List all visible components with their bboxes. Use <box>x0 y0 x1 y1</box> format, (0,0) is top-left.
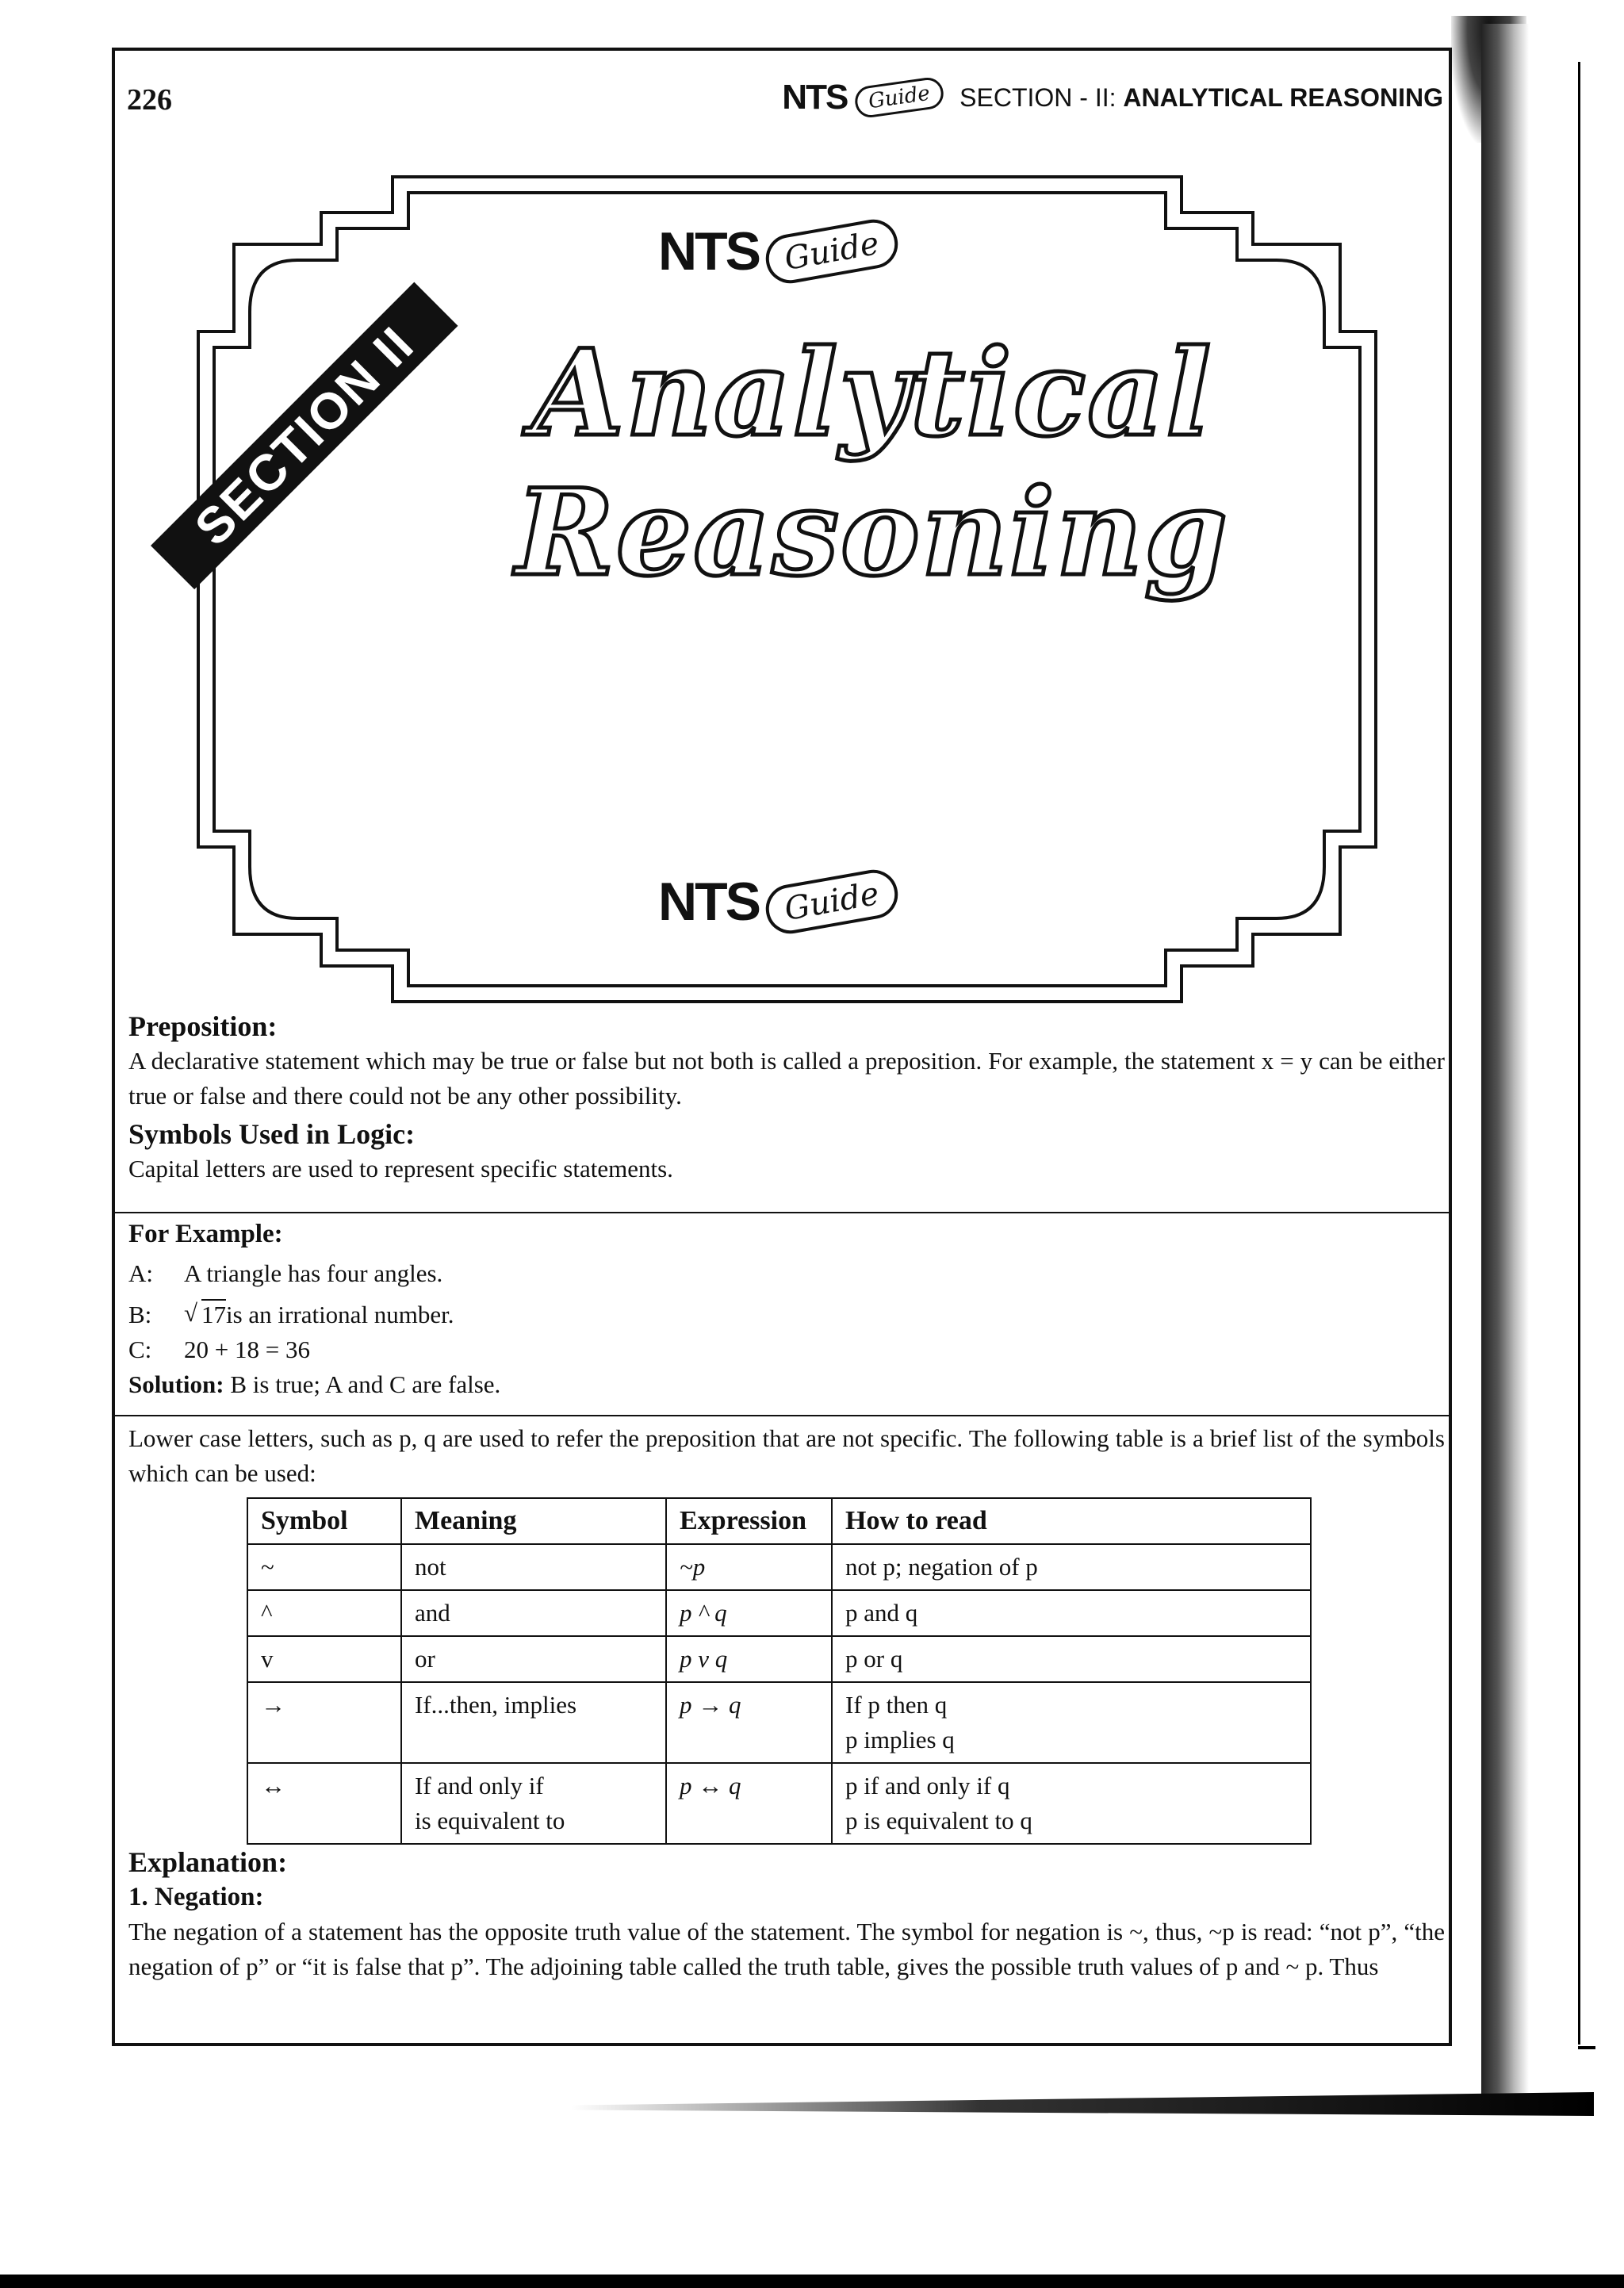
scan-right-edge-tick <box>1578 2046 1595 2049</box>
meaning-cell <box>401 1590 666 1636</box>
expression-cell: p → q <box>666 1682 832 1763</box>
scan-bottom-bar <box>0 2275 1624 2288</box>
meaning-line: not <box>415 1553 446 1581</box>
table-header: How to read <box>832 1498 1311 1544</box>
read-line: p is equivalent to q <box>845 1807 1032 1834</box>
cover-title: Analytical Reasoning <box>515 324 1229 603</box>
section-cover <box>127 173 1443 1006</box>
symbols-heading: Symbols Used in Logic: <box>128 1118 416 1150</box>
read-cell <box>832 1682 1311 1763</box>
table-header: Symbol <box>247 1498 401 1544</box>
scan-right-edge-line <box>1578 62 1580 2045</box>
cover-logo-bottom-guide: Guide <box>762 866 902 937</box>
scan-spine-shadow <box>1481 24 1529 2102</box>
symbol-cell: ~ <box>247 1544 401 1590</box>
meaning-line: If and only if <box>415 1772 544 1799</box>
cover-logo-top-guide: Guide <box>762 216 902 287</box>
symbols-body: Capital letters are used to represent specific statements. <box>128 1155 673 1182</box>
meaning-line: is equivalent to <box>415 1807 565 1834</box>
preposition-body: A declarative statement which may be true or false but not both is called a preposition. For example, the statement x = y can be either true or false and there could not be any other possibility. <box>128 1047 1445 1110</box>
page-header <box>127 78 1443 133</box>
header-logo-guide: Guide <box>853 75 945 119</box>
read-cell <box>832 1590 1311 1636</box>
table-header-row <box>247 1498 1311 1544</box>
read-line: If p then q <box>845 1691 948 1719</box>
table-row <box>247 1636 1311 1682</box>
preposition-section <box>128 1009 1445 1186</box>
cover-logo-top <box>658 220 898 282</box>
preposition-heading: Preposition: <box>128 1010 278 1042</box>
meaning-cell <box>401 1682 666 1763</box>
table-row <box>247 1763 1311 1844</box>
expression-cell: ~p <box>666 1544 832 1590</box>
read-line: p implies q <box>845 1726 955 1753</box>
example-key: A: <box>128 1259 153 1287</box>
cover-logo-bottom <box>658 871 898 933</box>
cover-logo-top-nts: NTS <box>658 221 759 282</box>
read-cell <box>832 1544 1311 1590</box>
example-key: B: <box>128 1301 152 1328</box>
read-cell <box>832 1636 1311 1682</box>
meaning-line: and <box>415 1599 450 1627</box>
example-item-a <box>128 1256 1445 1291</box>
radicand: 17 <box>201 1301 226 1328</box>
meaning-cell <box>401 1763 666 1844</box>
example-text: is an irrational number. <box>226 1301 454 1328</box>
header-section-prefix: SECTION - II: <box>959 82 1116 112</box>
square-root <box>184 1297 226 1332</box>
solution-label: Solution: <box>128 1370 224 1398</box>
example-text: 20 + 18 = 36 <box>184 1336 310 1363</box>
example-item-b <box>128 1297 1445 1332</box>
negation-body: The negation of a statement has the opposite truth value of the statement. The symbol for negation is ~, thus, ~p is read: “not p”, “the negation of p” or “it is false that p”. The adjoining table called the truth table, gives the possible truth values of p and ~ p. Thus <box>128 1918 1445 1980</box>
example-heading: For Example: <box>128 1220 283 1248</box>
table-header: Meaning <box>401 1498 666 1544</box>
divider-1 <box>112 1212 1452 1213</box>
page-number: 226 <box>127 83 172 117</box>
explanation-heading: Explanation: <box>128 1846 288 1878</box>
meaning-line: or <box>415 1645 435 1673</box>
table-row <box>247 1590 1311 1636</box>
header-section-title: ANALYTICAL REASONING <box>1123 82 1443 112</box>
meaning-line: If...then, implies <box>415 1691 577 1719</box>
read-line: not p; negation of p <box>845 1553 1038 1581</box>
header-logo-nts: NTS <box>782 78 848 117</box>
cover-logo-bottom-nts: NTS <box>658 872 759 932</box>
explanation-section <box>128 1845 1445 1984</box>
meaning-cell <box>401 1544 666 1590</box>
divider-2 <box>112 1415 1452 1416</box>
symbol-cell: ^ <box>247 1590 401 1636</box>
symbol-cell: → <box>247 1682 401 1763</box>
read-line: p if and only if q <box>845 1772 1010 1799</box>
scan-bottom-shadow <box>571 2092 1594 2116</box>
solution-line <box>128 1367 1445 1402</box>
table-row <box>247 1682 1311 1763</box>
expression-cell: p ↔ q <box>666 1763 832 1844</box>
example-text: A triangle has four angles. <box>184 1259 443 1287</box>
header-section-label <box>959 83 1443 113</box>
expression-cell: p ^ q <box>666 1590 832 1636</box>
symbol-cell: v <box>247 1636 401 1682</box>
table-header: Expression <box>666 1498 832 1544</box>
symbol-cell: ↔ <box>247 1763 401 1844</box>
read-line: p and q <box>845 1599 918 1627</box>
meaning-cell <box>401 1636 666 1682</box>
header-branding <box>782 78 1443 117</box>
negation-heading: 1. Negation: <box>128 1883 264 1911</box>
section-ribbon: SECTION II <box>151 282 458 589</box>
read-cell <box>832 1763 1311 1844</box>
expression-cell: p v q <box>666 1636 832 1682</box>
example-section <box>128 1217 1445 1402</box>
table-row <box>247 1544 1311 1590</box>
read-line: p or q <box>845 1645 903 1673</box>
symbols-table <box>247 1497 1312 1845</box>
example-item-c <box>128 1332 1445 1367</box>
lowercase-intro: Lower case letters, such as p, q are used to refer the preposition that are not specific. The following table is a brief list of the symbols which can be used: <box>128 1424 1445 1487</box>
example-key: C: <box>128 1336 152 1363</box>
solution-text: B is true; A and C are false. <box>224 1370 501 1398</box>
